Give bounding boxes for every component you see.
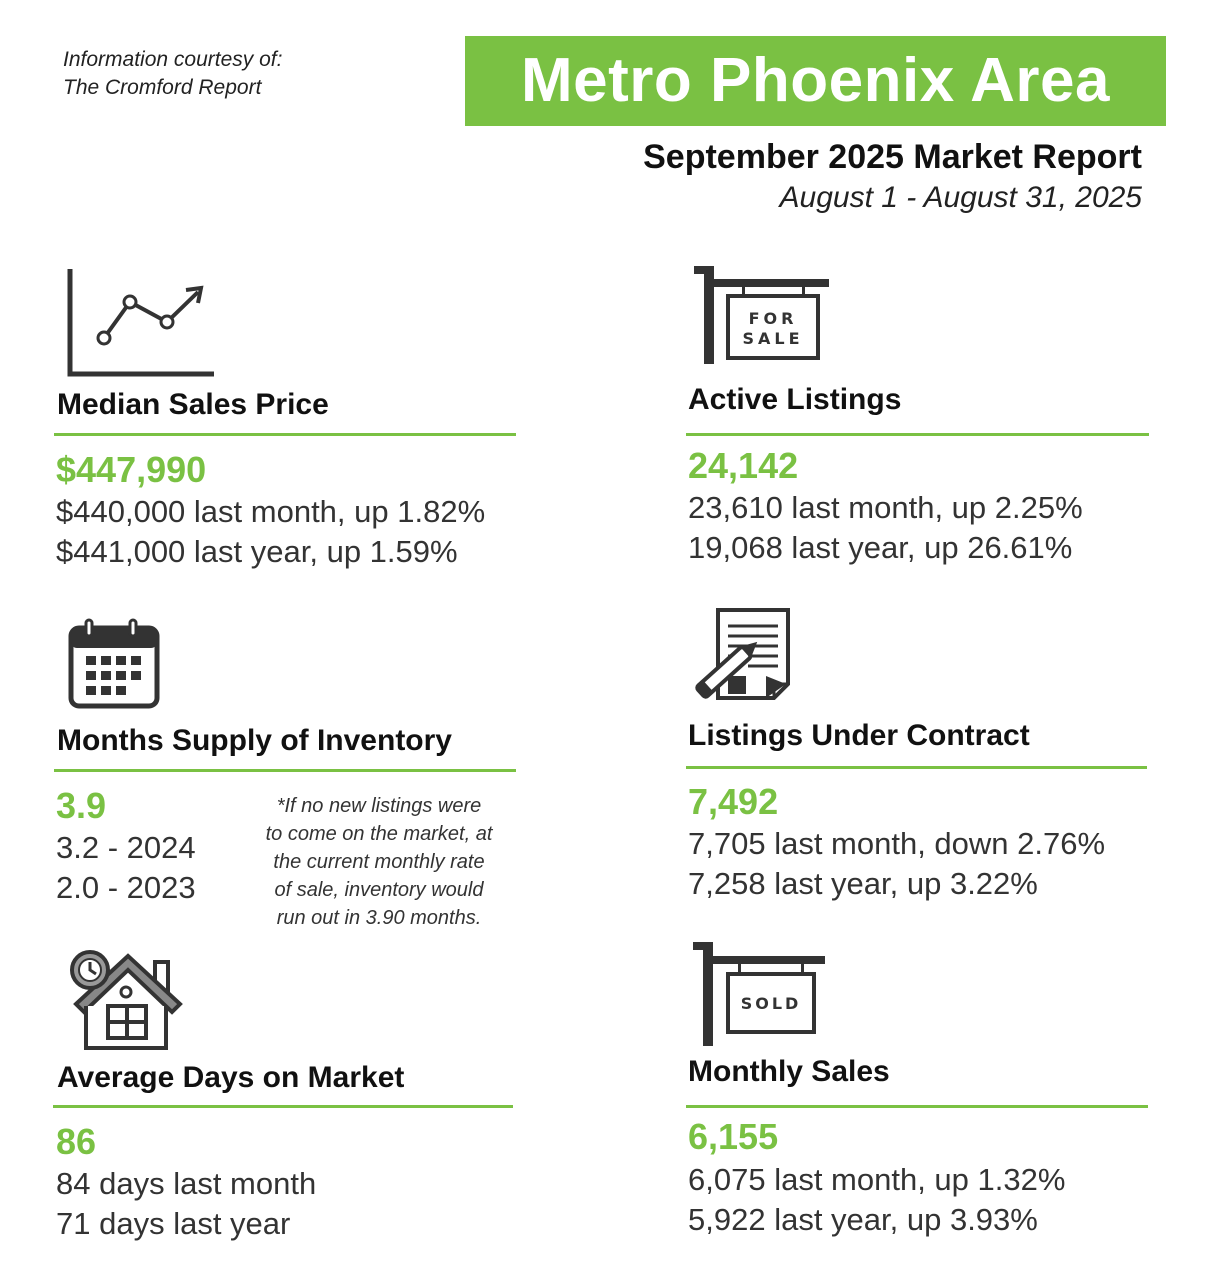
months-supply-value: 3.9: [56, 785, 107, 826]
courtesy-label: Information courtesy of:: [63, 48, 283, 71]
months-supply-title: Months Supply of Inventory: [57, 724, 452, 757]
for-sale-sign-icon: [690, 266, 832, 366]
sign-sale-text: SALE: [742, 329, 804, 348]
active-listings-last-year: 19,068 last year, up 26.61%: [688, 530, 1073, 565]
footnote-line: the current monthly rate: [273, 851, 485, 873]
contract-pen-icon: [690, 606, 794, 706]
median-price-last-month: $440,000 last month, up 1.82%: [56, 494, 486, 529]
active-listings-value: 24,142: [688, 445, 799, 486]
monthly-sales-last-month: 6,075 last month, up 1.32%: [688, 1162, 1066, 1197]
under-contract-last-year: 7,258 last year, up 3.22%: [688, 866, 1038, 901]
footnote-line: of sale, inventory would: [274, 879, 484, 901]
under-contract-value: 7,492: [688, 781, 779, 822]
sold-sign-icon: [690, 942, 828, 1048]
date-range: August 1 - August 31, 2025: [779, 181, 1142, 214]
under-contract-title: Listings Under Contract: [688, 719, 1030, 752]
months-supply-footnote: [238, 792, 520, 932]
under-contract-last-month: 7,705 last month, down 2.76%: [688, 826, 1106, 861]
banner-title: Metro Phoenix Area: [465, 36, 1166, 126]
under-contract-divider: [686, 766, 1147, 769]
days-on-market-divider: [53, 1105, 513, 1108]
months-supply-2024: 3.2 - 2024: [56, 830, 196, 865]
courtesy-source: The Cromford Report: [63, 76, 262, 99]
median-price-title: Median Sales Price: [57, 388, 329, 421]
house-clock-icon: [62, 950, 184, 1052]
days-on-market-last-year: 71 days last year: [56, 1206, 291, 1241]
months-supply-2023: 2.0 - 2023: [56, 870, 196, 905]
median-price-value: $447,990: [56, 449, 207, 490]
median-price-divider: [54, 433, 516, 436]
courtesy-credit: [63, 46, 282, 102]
footnote-line: run out in 3.90 months.: [276, 907, 482, 929]
months-supply-divider: [54, 769, 516, 772]
monthly-sales-divider: [686, 1105, 1148, 1108]
footnote-line: to come on the market, at: [265, 823, 493, 845]
sign-for-text: FOR: [748, 309, 798, 328]
days-on-market-value: 86: [56, 1121, 97, 1162]
active-listings-divider: [686, 433, 1149, 436]
line-chart-icon: [64, 266, 218, 380]
days-on-market-last-month: 84 days last month: [56, 1166, 317, 1201]
median-price-last-year: $441,000 last year, up 1.59%: [56, 534, 458, 569]
sign-sold-text: SOLD: [740, 994, 802, 1013]
active-listings-last-month: 23,610 last month, up 2.25%: [688, 490, 1083, 525]
monthly-sales-value: 6,155: [688, 1116, 779, 1157]
report-title: September 2025 Market Report: [643, 138, 1142, 176]
days-on-market-title: Average Days on Market: [57, 1061, 405, 1094]
active-listings-title: Active Listings: [688, 383, 902, 416]
monthly-sales-title: Monthly Sales: [688, 1055, 890, 1088]
monthly-sales-last-year: 5,922 last year, up 3.93%: [688, 1202, 1038, 1237]
footnote-line: *If no new listings were: [276, 795, 482, 817]
calendar-icon: [68, 618, 160, 710]
